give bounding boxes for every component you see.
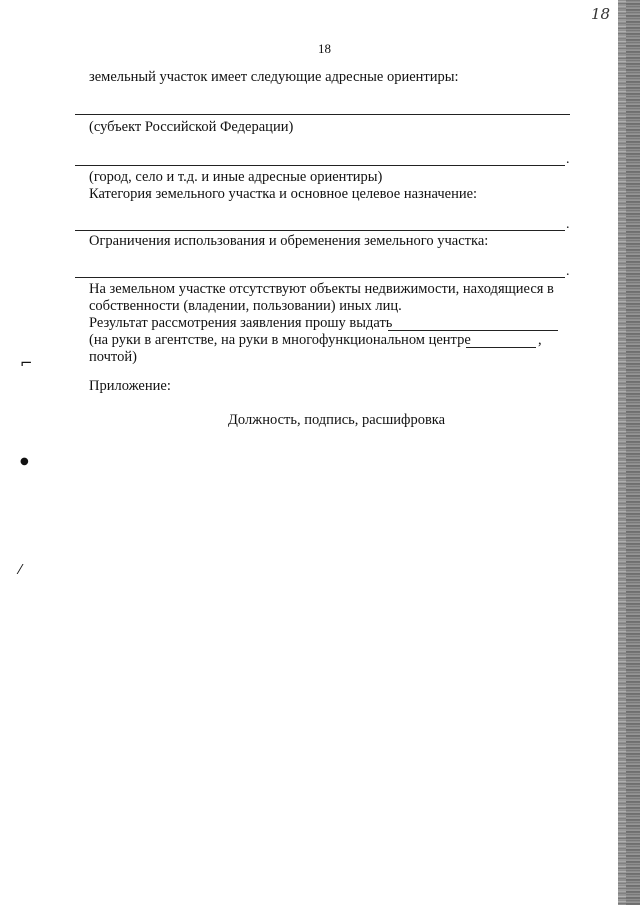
subject-label: (субъект Российской Федерации): [89, 119, 294, 135]
address-fill-line-2: [75, 165, 565, 166]
no-objects-line-2: собственности (владении, пользовании) иных лиц.: [89, 298, 402, 314]
result-fill-line: [388, 330, 558, 331]
city-label: (город, село и т.д. и иные адресные ориентиры): [89, 169, 383, 185]
scan-mark: ⁄: [19, 563, 22, 578]
address-fill-line-1: [75, 114, 570, 115]
restrictions-label: Ограничения использования и обременения земельного участка:: [89, 233, 489, 249]
result-label: Результат рассмотрения заявления прошу выдать: [89, 315, 393, 331]
address-intro: земельный участок имеет следующие адресные ориентиры:: [89, 69, 459, 85]
delivery-fill-line: [466, 347, 536, 348]
handwritten-page-number: 18: [591, 5, 611, 23]
line-end-dot: .: [566, 264, 570, 279]
delivery-post: почтой): [89, 349, 137, 365]
line-end-dot: .: [566, 217, 570, 232]
restrictions-fill-line: [75, 277, 565, 278]
signature-caption: Должность, подпись, расшифровка: [228, 412, 446, 428]
delivery-options: (на руки в агентстве, на руки в многофункциональном центре: [89, 332, 471, 348]
line-end-dot: .: [566, 152, 570, 167]
scan-mark: ⌐: [20, 354, 33, 372]
page-number: 18: [318, 41, 331, 56]
category-fill-line: [75, 230, 565, 231]
no-objects-line-1: На земельном участке отсутствуют объекты недвижимости, находящиеся в: [89, 281, 554, 297]
attachment-label: Приложение:: [89, 378, 171, 394]
delivery-comma: ,: [538, 332, 542, 348]
category-label: Категория земельного участка и основное целевое назначение:: [89, 186, 478, 202]
scan-edge-texture: [618, 0, 626, 905]
scan-mark: ●: [20, 456, 29, 467]
